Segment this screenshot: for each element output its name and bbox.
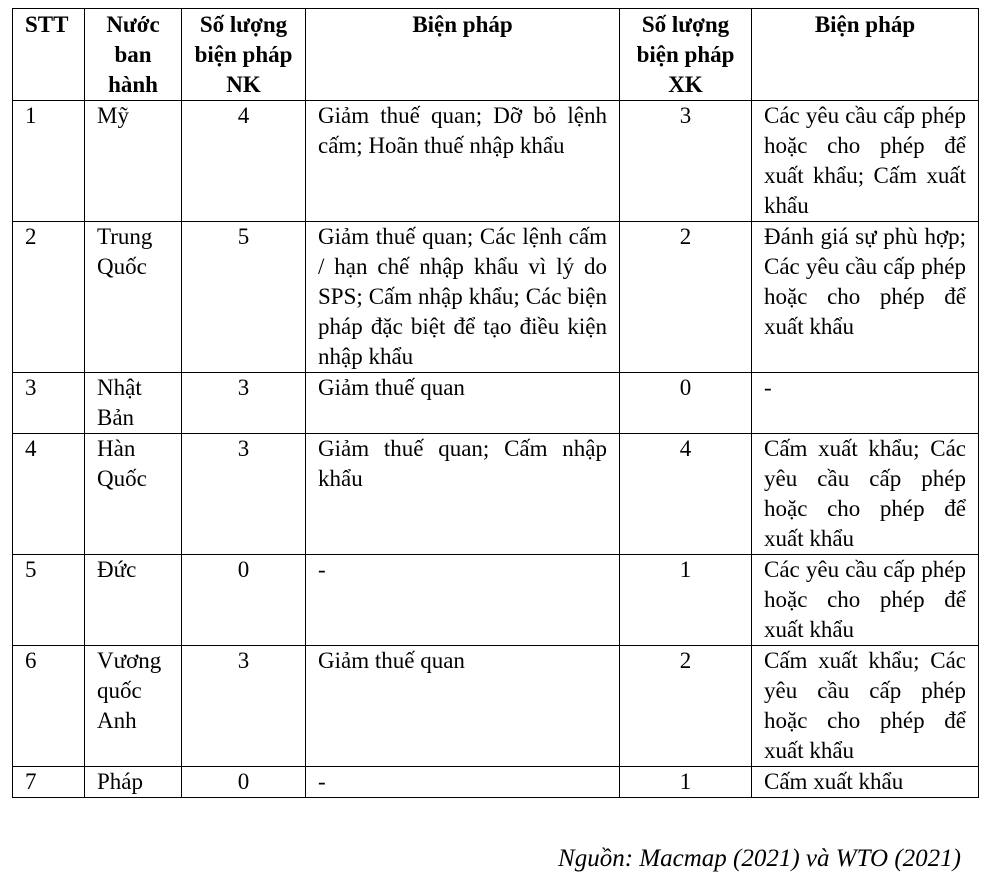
cell-export-measures: Cấm xuất khẩu; Các yêu cầu cấp phép hoặc cho phép để xuất khẩu bbox=[752, 646, 979, 767]
cell-stt: 4 bbox=[13, 434, 85, 555]
cell-stt: 1 bbox=[13, 101, 85, 222]
cell-export-count: 2 bbox=[620, 646, 752, 767]
cell-country: Trung Quốc bbox=[85, 222, 182, 373]
source-note: Nguồn: Macmap (2021) và WTO (2021) bbox=[558, 845, 961, 872]
measures-table bbox=[12, 8, 979, 798]
cell-import-count: 4 bbox=[182, 101, 306, 222]
cell-import-measures: - bbox=[306, 767, 620, 798]
cell-export-count: 3 bbox=[620, 101, 752, 222]
cell-country: Nhật Bản bbox=[85, 373, 182, 434]
table-row bbox=[13, 434, 979, 555]
cell-import-measures: Giảm thuế quan bbox=[306, 373, 620, 434]
cell-export-measures: Cấm xuất khẩu; Các yêu cầu cấp phép hoặc cho phép để xuất khẩu bbox=[752, 434, 979, 555]
cell-export-count: 0 bbox=[620, 373, 752, 434]
header-export-count: Số lượng biện pháp XK bbox=[620, 9, 752, 101]
cell-export-count: 1 bbox=[620, 555, 752, 646]
cell-import-measures: Giảm thuế quan; Dỡ bỏ lệnh cấm; Hoãn thuế nhập khẩu bbox=[306, 101, 620, 222]
cell-country: Mỹ bbox=[85, 101, 182, 222]
table-row bbox=[13, 646, 979, 767]
header-stt: STT bbox=[13, 9, 85, 101]
cell-import-count: 3 bbox=[182, 434, 306, 555]
cell-import-measures: Giảm thuế quan; Cấm nhập khẩu bbox=[306, 434, 620, 555]
cell-import-count: 0 bbox=[182, 767, 306, 798]
table-row bbox=[13, 373, 979, 434]
table-row bbox=[13, 555, 979, 646]
cell-export-count: 2 bbox=[620, 222, 752, 373]
table-row bbox=[13, 222, 979, 373]
cell-stt: 3 bbox=[13, 373, 85, 434]
header-export-measures: Biện pháp bbox=[752, 9, 979, 101]
table-header bbox=[13, 9, 979, 101]
cell-import-measures: - bbox=[306, 555, 620, 646]
cell-country: Vương quốc Anh bbox=[85, 646, 182, 767]
table-row bbox=[13, 101, 979, 222]
cell-stt: 7 bbox=[13, 767, 85, 798]
header-import-count: Số lượng biện pháp NK bbox=[182, 9, 306, 101]
header-import-measures: Biện pháp bbox=[306, 9, 620, 101]
cell-import-count: 0 bbox=[182, 555, 306, 646]
cell-export-count: 4 bbox=[620, 434, 752, 555]
cell-export-measures: Đánh giá sự phù hợp; Các yêu cầu cấp phép hoặc cho phép để xuất khẩu bbox=[752, 222, 979, 373]
cell-export-measures: Cấm xuất khẩu bbox=[752, 767, 979, 798]
cell-stt: 5 bbox=[13, 555, 85, 646]
table-row bbox=[13, 767, 979, 798]
cell-export-count: 1 bbox=[620, 767, 752, 798]
cell-stt: 6 bbox=[13, 646, 85, 767]
header-country: Nước ban hành bbox=[85, 9, 182, 101]
cell-stt: 2 bbox=[13, 222, 85, 373]
cell-export-measures: Các yêu cầu cấp phép hoặc cho phép để xuất khẩu; Cấm xuất khẩu bbox=[752, 101, 979, 222]
cell-country: Hàn Quốc bbox=[85, 434, 182, 555]
cell-import-count: 3 bbox=[182, 373, 306, 434]
header-row bbox=[13, 9, 979, 101]
cell-import-measures: Giảm thuế quan; Các lệnh cấm / hạn chế nhập khẩu vì lý do SPS; Cấm nhập khẩu; Các biện pháp đặc biệt để tạo điều kiện nhập khẩu bbox=[306, 222, 620, 373]
cell-export-measures: Các yêu cầu cấp phép hoặc cho phép để xuất khẩu bbox=[752, 555, 979, 646]
table-body bbox=[13, 101, 979, 798]
cell-country: Đức bbox=[85, 555, 182, 646]
cell-import-count: 5 bbox=[182, 222, 306, 373]
cell-country: Pháp bbox=[85, 767, 182, 798]
cell-import-count: 3 bbox=[182, 646, 306, 767]
cell-import-measures: Giảm thuế quan bbox=[306, 646, 620, 767]
cell-export-measures: - bbox=[752, 373, 979, 434]
